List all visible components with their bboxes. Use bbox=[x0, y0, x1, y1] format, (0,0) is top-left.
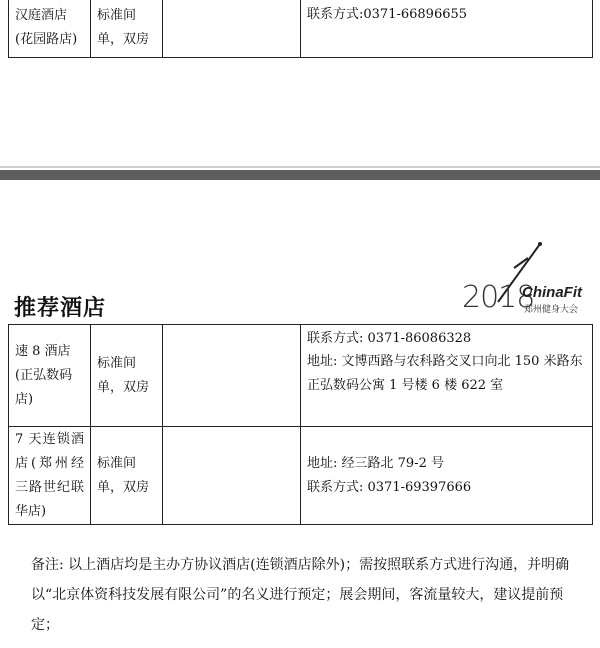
contact-line: 联系方式: 0371-86086328 bbox=[307, 331, 472, 346]
price-cell bbox=[163, 0, 301, 58]
logo-subtitle: 郑州健身大会 bbox=[524, 305, 579, 315]
contact-cell bbox=[301, 325, 593, 427]
contact-cell: 联系方式:0371-66896655 bbox=[301, 0, 593, 58]
price-cell bbox=[163, 427, 301, 525]
page-separator bbox=[0, 170, 600, 180]
top-hotel-table bbox=[8, 0, 593, 58]
hotel-name-cell: 速 8 酒店(正弘数码店) bbox=[9, 325, 91, 427]
contact-cell bbox=[301, 427, 593, 525]
address-line: 地址: 经三路北 79-2 号 bbox=[307, 455, 444, 471]
hotel-name-cell: 7 天连锁酒店(郑州经三路世纪联华店) bbox=[9, 427, 91, 525]
room-type-cell: 标准间单，双房 bbox=[91, 0, 163, 58]
section-title: 推荐酒店 bbox=[14, 296, 107, 321]
table-row bbox=[9, 0, 593, 58]
room-type-cell: 标准间单，双房 bbox=[91, 325, 163, 427]
price-cell bbox=[163, 325, 301, 427]
table-row bbox=[9, 427, 593, 525]
recommended-hotel-table bbox=[8, 324, 593, 525]
logo-year: 2018 bbox=[462, 280, 535, 315]
logo-brand: ChinaFit bbox=[522, 284, 582, 301]
note-paragraph: 备注: 以上酒店均是主办方协议酒店(连锁酒店除外)；需按照联系方式进行沟通，并明确以“北京体资科技发展有限公司”的名义进行预定；展会期间，客流量较大，建议提前预定； bbox=[31, 557, 570, 633]
room-type-cell: 标准间单，双房 bbox=[91, 427, 163, 525]
hotel-name-cell: 汉庭酒店(花园路店) bbox=[9, 0, 91, 58]
table-row bbox=[9, 325, 593, 427]
chinafit-logo bbox=[456, 238, 596, 318]
address-line: 地址: 文博西路与农科路交叉口向北 150 米路东正弘数码公寓 1 号楼 6 楼 622 室 bbox=[307, 354, 583, 393]
contact-line: 联系方式: 0371-69397666 bbox=[307, 479, 472, 495]
page-separator-shadow bbox=[0, 166, 600, 168]
